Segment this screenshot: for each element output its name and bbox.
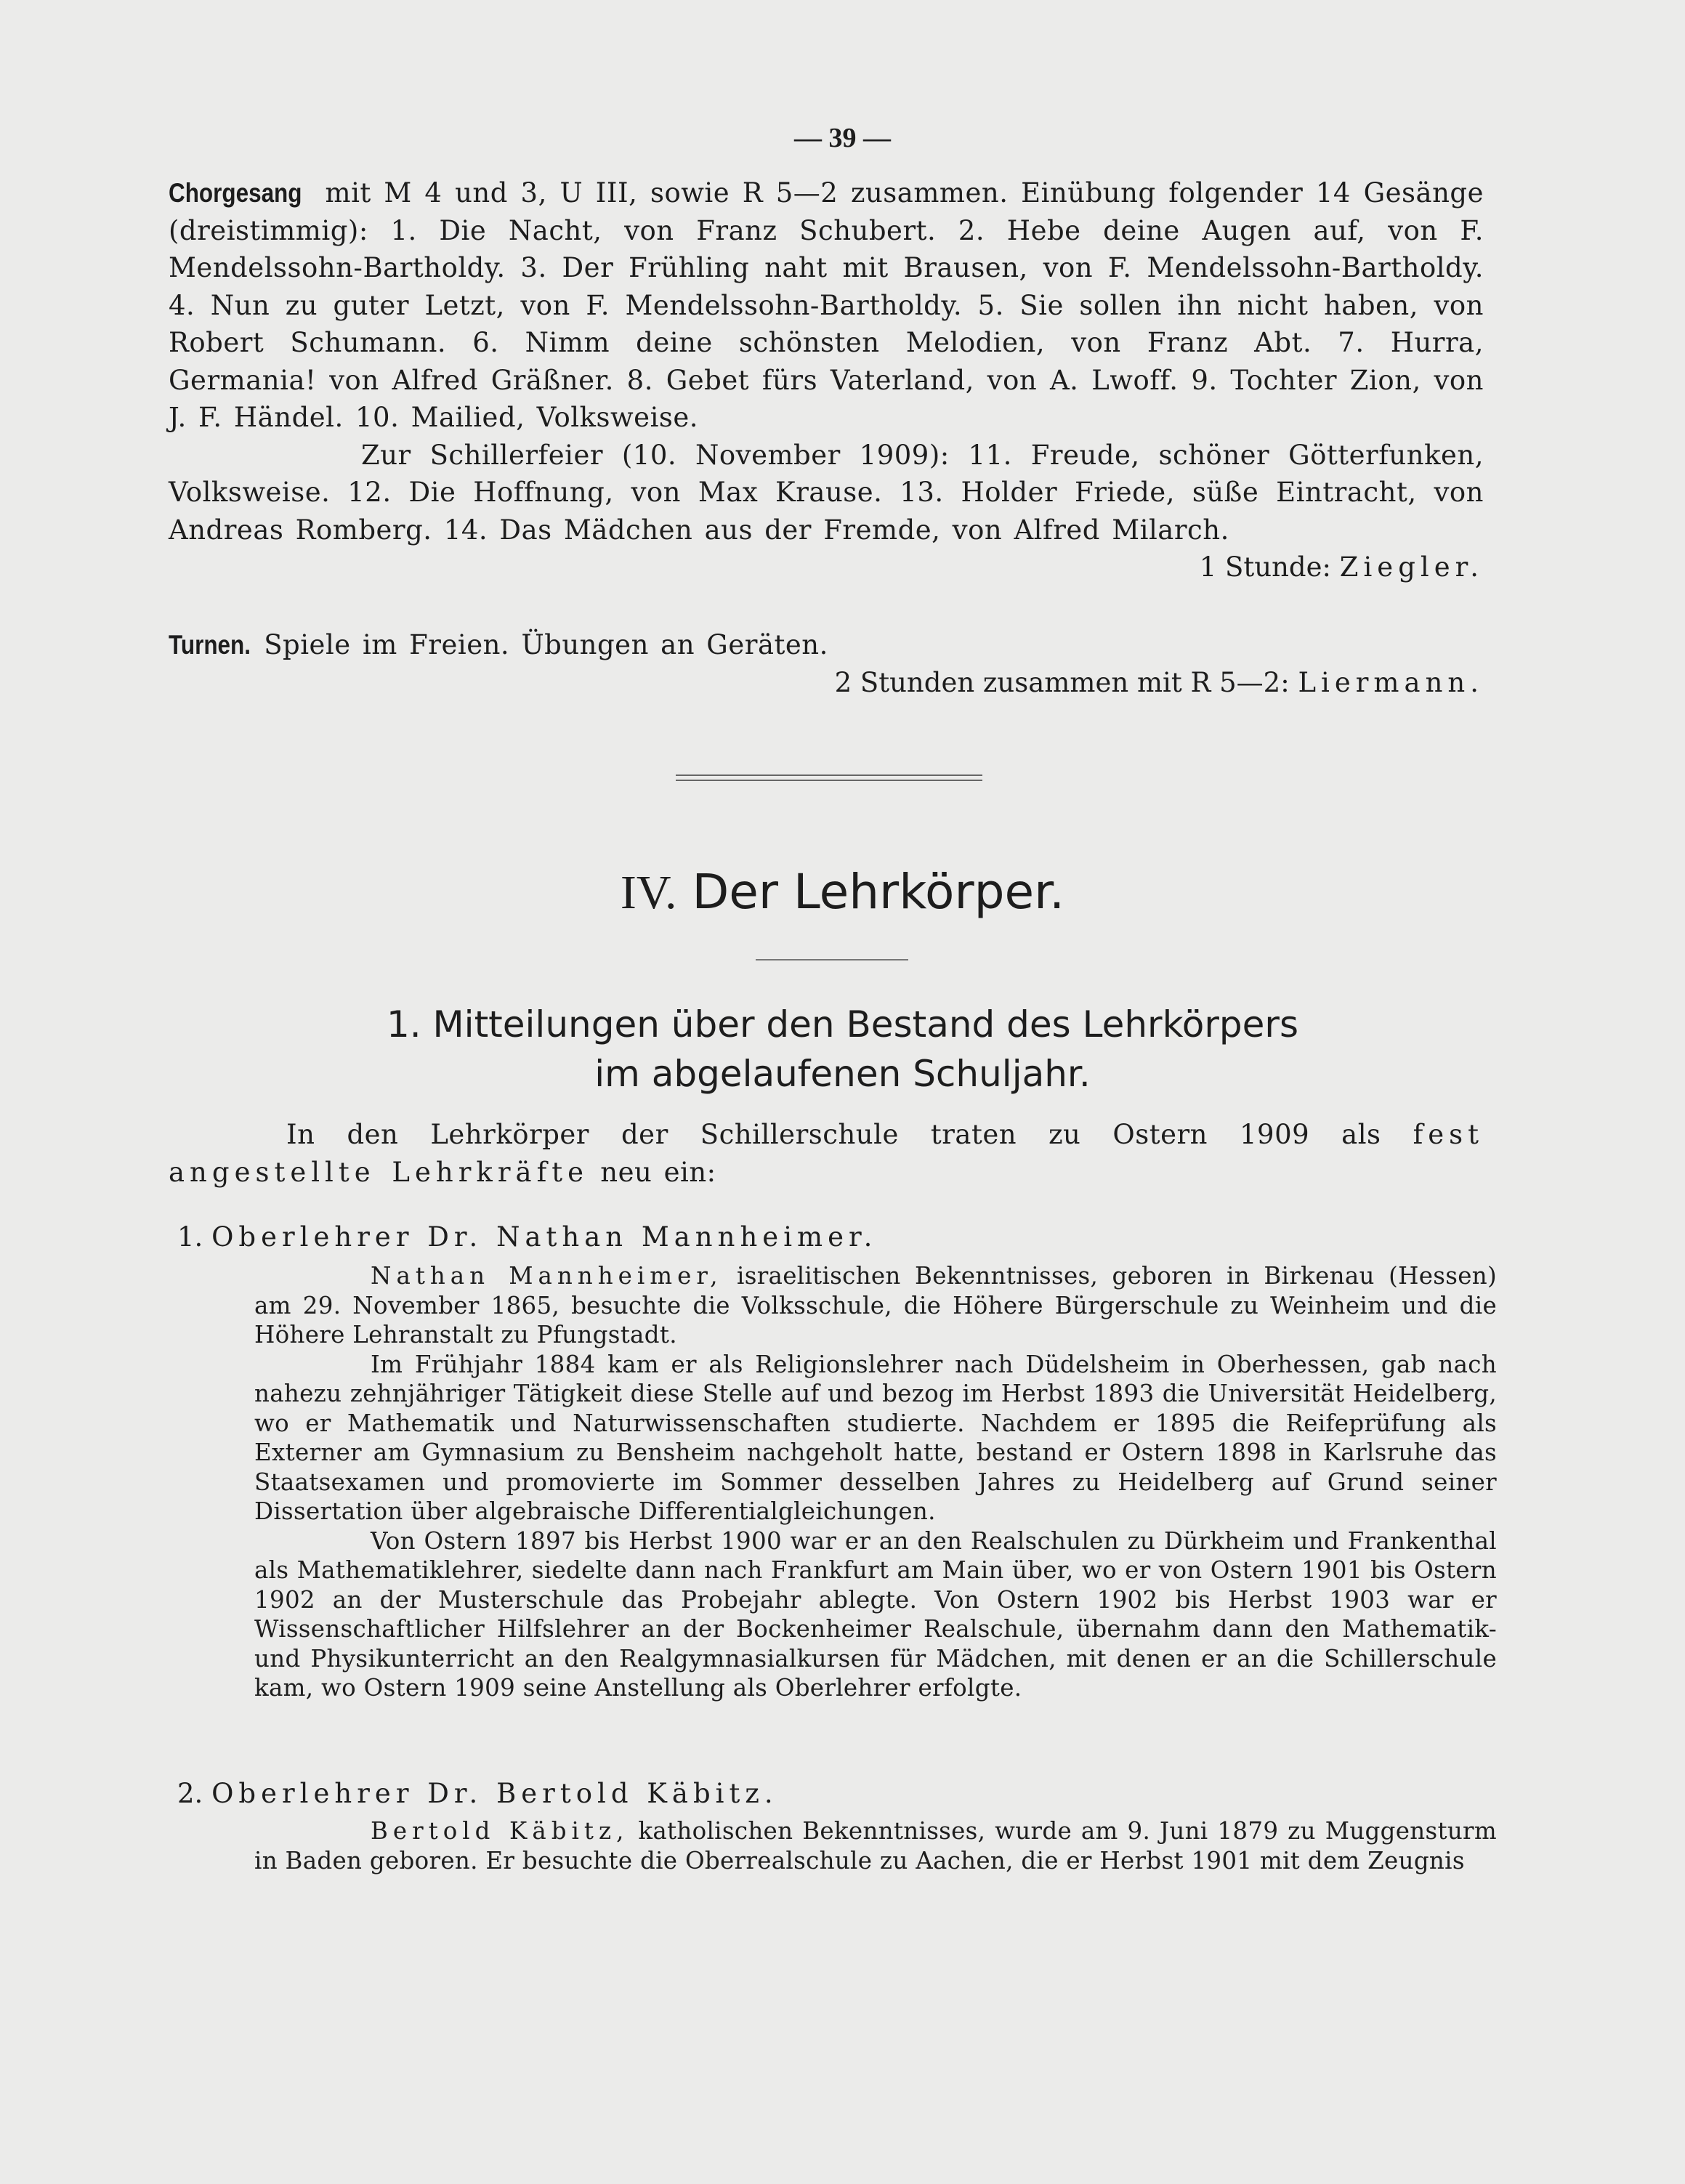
intro-spaced: fest angestellte Lehrkräfte bbox=[169, 1119, 1484, 1188]
chorgesang-label: Chorgesang bbox=[169, 178, 302, 208]
entry-2-heading bbox=[177, 1776, 778, 1812]
entry-1-num: 1. bbox=[177, 1221, 203, 1253]
turnen-section bbox=[169, 626, 1484, 701]
entry-2-num: 2. bbox=[177, 1778, 203, 1809]
intro-section bbox=[169, 1116, 1484, 1191]
chorgesang-teacher: Ziegler. bbox=[1339, 551, 1484, 583]
chorgesang-paragraph bbox=[169, 174, 1484, 437]
section-title bbox=[0, 1000, 1685, 1099]
entry-1-title: Oberlehrer Dr. Nathan Mannheimer. bbox=[211, 1221, 878, 1253]
chorgesang-section bbox=[169, 174, 1484, 586]
page-number: — 39 — bbox=[794, 123, 891, 153]
entry-2-name: Bertold Käbitz, bbox=[371, 1817, 629, 1845]
chorgesang-hours bbox=[169, 549, 1484, 586]
entry-1-paragraph-1 bbox=[254, 1261, 1497, 1350]
chapter-number: IV. bbox=[620, 866, 677, 919]
turnen-text: Spiele im Freien. Übungen an Geräten. bbox=[264, 629, 828, 660]
intro-end: neu ein: bbox=[600, 1156, 716, 1188]
entry-1-heading bbox=[177, 1219, 877, 1255]
chorgesang-hours-text: 1 Stunde: bbox=[1199, 551, 1331, 583]
turnen-teacher: Liermann. bbox=[1298, 666, 1484, 698]
section-title-line2: im abgelaufenen Schuljahr. bbox=[594, 1053, 1091, 1095]
entry-1-body bbox=[254, 1261, 1497, 1703]
intro-text: In den Lehrkörper der Schillerschule traten zu Ostern 1909 als bbox=[286, 1119, 1381, 1150]
schillerfeier-paragraph: Zur Schillerfeier (10. November 1909): 11. Freude, schöner Götterfunken, Volksweise. 12. Die Hoffnung, von Max Krause. 13. Holder Friede, süße Eintracht, von Andreas Romberg. 14. Das Mädchen aus der Fremde, von Alfred Milarch. bbox=[169, 439, 1484, 546]
entry-2-paragraph-1 bbox=[254, 1816, 1497, 1875]
turnen-hours bbox=[169, 664, 1484, 701]
entry-1-paragraph-3: Von Ostern 1897 bis Herbst 1900 war er an den Realschulen zu Dürkheim und Frankenthal als Mathematiklehrer, siedelte dann nach Frankfurt am Main über, wo er von Ostern 1901 bis Ostern 1902 an der Musterschule das Probejahr ablegte. Von Ostern 1902 bis Herbst 1903 war er Wissenschaftlicher Hilfslehrer an der Bockenheimer Realschule, übernahm dann den Mathematik- und Physikunterricht an den Realgymnasialkursen für Mädchen, mit denen er an die Schillerschule kam, wo Ostern 1909 seine Anstellung als Oberlehrer erfolgte. bbox=[254, 1526, 1497, 1702]
entry-1-name: Nathan Mannheimer, bbox=[371, 1262, 723, 1290]
entry-1-text-1: israelitischen Bekenntnisses, geboren in Birkenau (Hessen) am 29. November 1865, besuchte die Volksschule, die Höhere Bürgerschule zu Weinheim und die Höhere Lehranstalt zu Pfungstadt. bbox=[254, 1262, 1497, 1348]
entry-2-body bbox=[254, 1816, 1497, 1875]
intro-paragraph bbox=[169, 1116, 1484, 1191]
entry-1-paragraph-2: Im Frühjahr 1884 kam er als Religionslehrer nach Düdelsheim in Oberhessen, gab nach nahezu zehnjähriger Tätigkeit diese Stelle auf und bezog im Herbst 1893 die Universität Heidelberg, wo er Mathematik und Naturwissenschaften studierte. Nachdem er 1895 die Reifeprüfung als Externer am Gymnasium zu Bensheim nachgeholt hatte, bestand er Ostern 1898 in Karlsruhe das Staatsexamen und promovierte im Sommer desselben Jahres zu Heidelberg auf Grund seiner Dissertation über algebraische Differentialgleichungen. bbox=[254, 1350, 1497, 1525]
chorgesang-text: mit M 4 und 3, U III, sowie R 5—2 zusammen. Einübung folgender 14 Gesänge (dreistimmig): 1. Die Nacht, von Franz Schubert. 2. Hebe deine Augen auf, von F. Mendelssohn-Bartholdy. 3. Der Frühling naht mit Brausen, von F. Mendelssohn-Bartholdy. 4. Nun zu guter Letzt, von F. Mendelssohn-Bartholdy. 5. Sie sollen ihn nicht haben, von Robert Schumann. 6. Nimm deine schönsten Melodien, von Franz Abt. 7. Hurra, Germania! von Alfred Gräßner. 8. Gebet fürs Vaterland, von A. Lwoff. 9. Tochter Zion, von J. F. Händel. 10. Mailied, Volksweise. bbox=[169, 177, 1484, 433]
turnen-paragraph bbox=[169, 626, 1484, 664]
entry-2-text-1: katholischen Bekenntnisses, wurde am 9. Juni 1879 zu Muggensturm in Baden geboren. Er besuchte die Oberrealschule zu Aachen, die er Herbst 1901 mit dem Zeugnis bbox=[254, 1817, 1498, 1874]
chapter-rule bbox=[756, 959, 908, 960]
turnen-label: Turnen. bbox=[169, 630, 251, 660]
section-title-line1: 1. Mitteilungen über den Bestand des Lehrkörpers bbox=[386, 1003, 1299, 1046]
turnen-hours-text: 2 Stunden zusammen mit R 5—2: bbox=[834, 666, 1290, 698]
entry-2-title: Oberlehrer Dr. Bertold Käbitz. bbox=[211, 1778, 778, 1809]
chapter-title: Der Lehrkörper. bbox=[692, 864, 1065, 920]
section-divider bbox=[676, 774, 982, 781]
chapter-heading bbox=[0, 863, 1685, 922]
